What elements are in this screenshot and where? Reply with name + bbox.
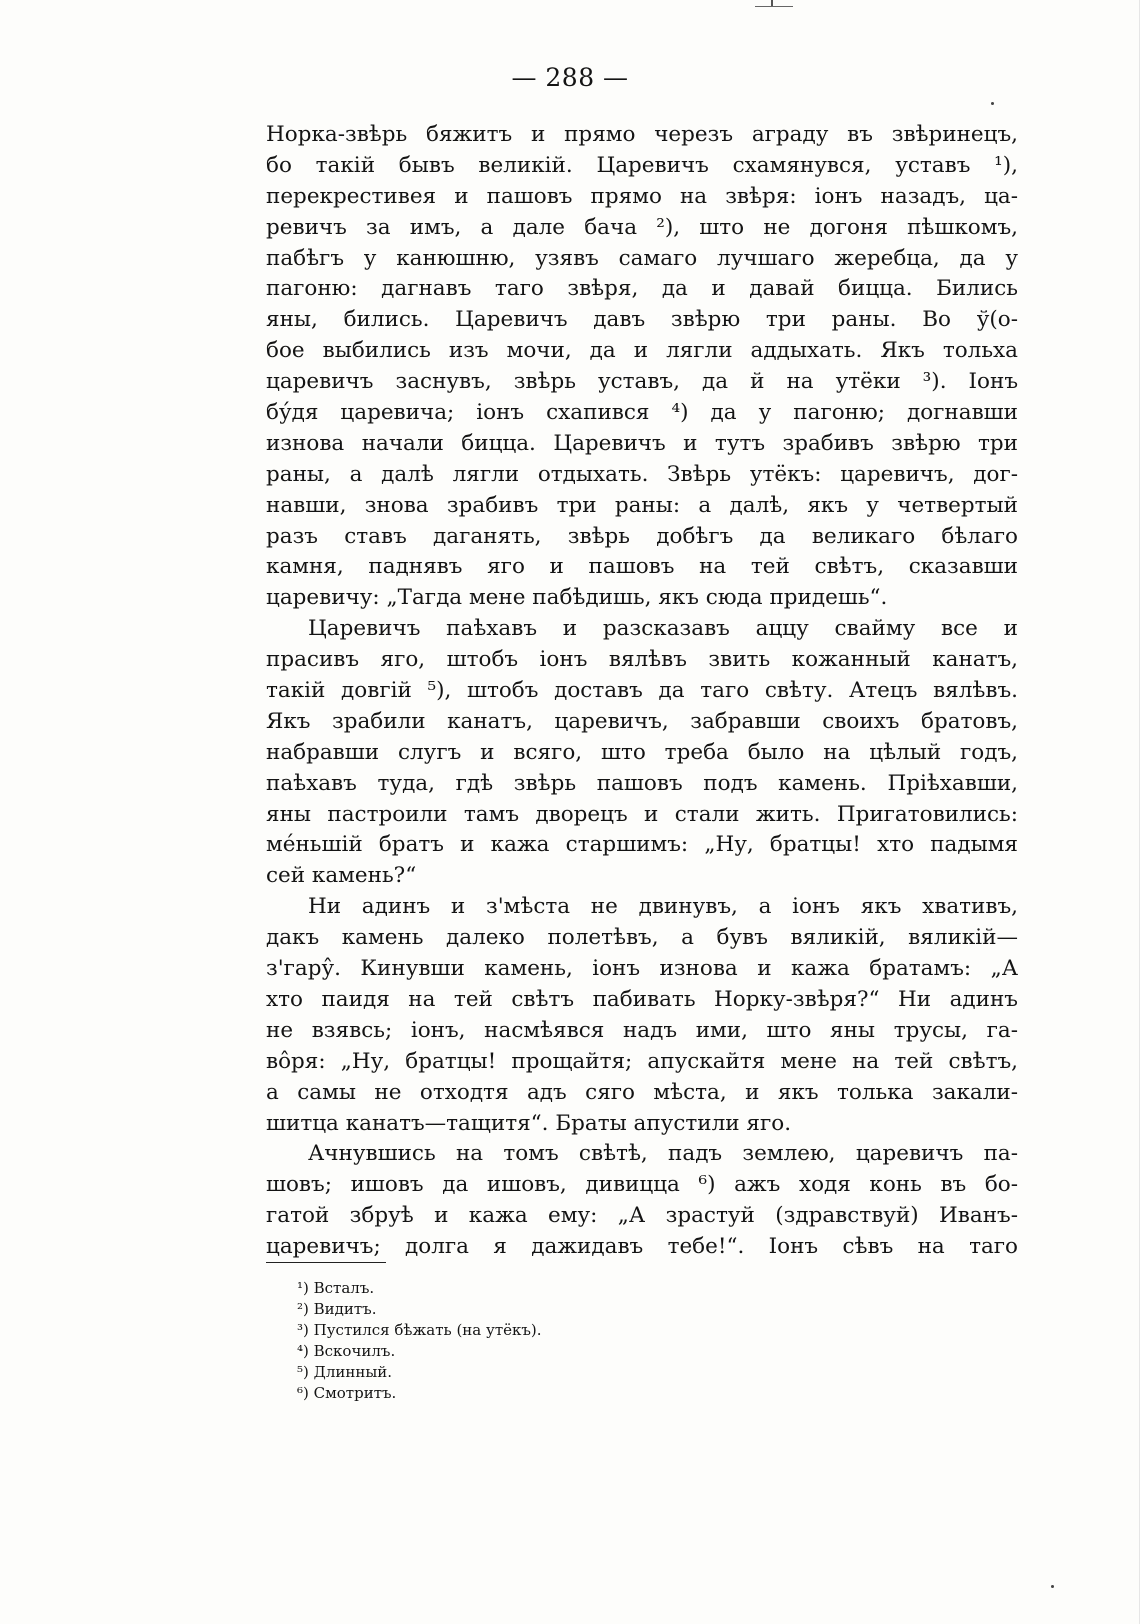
scan-artifact-mark — [755, 0, 815, 10]
text-line: а самы не отходтя адъ сяго мѣста, и якъ толька закали- — [266, 1079, 1018, 1105]
footnote: ²) Видитъ. — [297, 1300, 377, 1318]
text-line: царевичъ заснувъ, звѣрь уставъ, да й на утёки ³). Іонъ — [266, 369, 1018, 395]
text-line: ме́ньшій братъ и кажа старшимъ: „Ну, братцы! хто падымя — [266, 832, 1018, 858]
text-line: перекрестивея и пашовъ прямо на звѣря: іонъ назадъ, ца- — [266, 183, 1018, 209]
text-line: ревичъ за имъ, а дале бача ²), што не догоня пѣшкомъ, — [266, 214, 1018, 240]
body-text — [266, 120, 1018, 1263]
text-line: дакъ камень далеко полетѣвъ, а бувъ вяликій, вяликій— — [266, 925, 1018, 951]
page-number: — 288 — — [511, 63, 629, 92]
text-line: разъ ставъ даганять, звѣрь добѣгъ да великаго бѣлаго — [266, 523, 1018, 549]
footnote-rule — [266, 1262, 386, 1263]
text-line: з'гару̂. Кинувши камень, іонъ изнова и кажа братамъ: „А — [266, 956, 1018, 982]
text-line: яны пастроили тамъ дворецъ и стали жить. Пригатовились: — [266, 801, 1018, 827]
text-line: шовъ; ишовъ да ишовъ, дивицца ⁶) ажъ ходя конь въ бо- — [266, 1172, 1018, 1198]
text-line: Норка-звѣрь бяжитъ и прямо черезъ аграду въ звѣринецъ, — [266, 122, 1018, 147]
text-line: изнова начали бицца. Царевичъ и тутъ зрабивъ звѣрю три — [266, 430, 1018, 456]
text-line: царевичъ; долга я дажидавъ тебе!“. Іонъ сѣвъ на таго — [266, 1234, 1018, 1260]
text-line: бо такій бывъ великій. Царевичъ схамянувся, уставъ ¹), — [266, 152, 1018, 178]
text-line: Ачнувшись на томъ свѣтѣ, падъ землею, царевичъ па- — [308, 1141, 1018, 1167]
text-line: бое выбились изъ мочи, да и лягли аддыхать. Якъ тольха — [266, 338, 1018, 364]
text-line: навши, знова зрабивъ три раны: а далѣ, якъ у четвертый — [266, 492, 1018, 518]
text-line: шитца канатъ—тащитя“. Браты апустили яго. — [266, 1110, 792, 1136]
text-line: раны, а далѣ лягли отдыхать. Звѣрь утёкъ: царевичъ, дог- — [266, 461, 1018, 487]
footnote: ⁶) Смотритъ. — [297, 1384, 397, 1402]
text-line: Якъ зрабили канатъ, царевичъ, забравши своихъ братовъ, — [266, 708, 1018, 734]
text-line: бу́дя царевича; іонъ схапився ⁴) да у пагоню; догнавши — [266, 400, 1018, 426]
text-line: прасивъ яго, штобъ іонъ вялѣвъ звить кожанный канатъ, — [266, 647, 1018, 673]
footnote: ⁴) Вскочилъ. — [297, 1342, 396, 1360]
text-line: не взявсь; іонъ, насмѣявся надъ ими, што яны трусы, га- — [266, 1017, 1018, 1043]
text-line: паѣхавъ туда, гдѣ звѣрь пашовъ подъ камень. Пріѣхавши, — [266, 770, 1018, 796]
footnotes — [297, 1278, 542, 1404]
text-line: набравши слугъ и всяго, што треба было на цѣлый годъ, — [266, 739, 1018, 765]
text-line: Ни адинъ и з'мѣста не двинувъ, а іонъ якъ хвативъ, — [308, 894, 1018, 920]
text-line: царевичу: „Тагда мене пабѣдишь, якъ сюда придешь“. — [266, 585, 888, 611]
text-line: хто паидя на тей свѣтъ пабивать Норку-звѣря?“ Ни адинъ — [266, 986, 1018, 1012]
scan-speck — [991, 102, 994, 105]
text-line: пабѣгъ у канюшню, узявъ самаго лучшаго жеребца, да у — [266, 245, 1018, 271]
text-line: пагоню: дагнавъ таго звѣря, да и давай бицца. Бились — [266, 276, 1018, 302]
scan-speck — [1051, 1585, 1054, 1588]
text-line: камня, паднявъ яго и пашовъ на тей свѣтъ, сказавши — [266, 554, 1018, 580]
text-line: такій довгій ⁵), штобъ доставъ да таго свѣту. Атецъ вялѣвъ. — [266, 678, 1018, 704]
text-line: Царевичъ паѣхавъ и разсказавъ аццу свайму все и — [308, 616, 1018, 642]
text-line: яны, бились. Царевичъ давъ звѣрю три раны. Во ў(о- — [266, 307, 1018, 333]
footnote: ³) Пустился бѣжать (на утёкъ). — [297, 1321, 542, 1339]
text-line: во̂ря: „Ну, братцы! прощайтя; апускайтя мене на тей свѣтъ, — [266, 1048, 1018, 1074]
footnote: ⁵) Длинный. — [297, 1363, 393, 1381]
text-line: сей камень?“ — [266, 863, 417, 889]
footnote: ¹) Всталъ. — [297, 1279, 375, 1297]
text-line: гатой збруѣ и кажа ему: „А зрастуй (здравствуй) Иванъ- — [266, 1203, 1018, 1229]
